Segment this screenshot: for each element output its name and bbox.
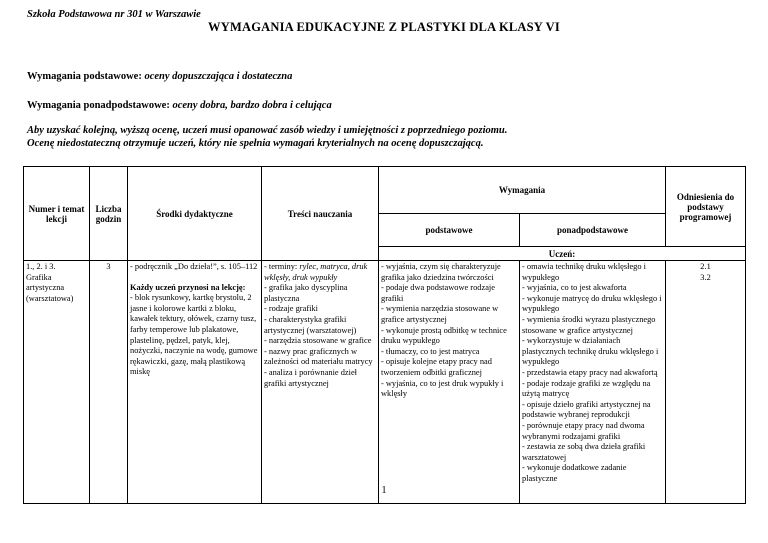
cell-content: [262, 261, 379, 504]
content-topics: - grafika jako dyscyplina plastyczna - rodzaje grafiki - charakterystyka grafiki artystycznej (warsztatowej) - narzędzia stosowane w grafice - nazwy prac graficznych w zależności od materiału matrycy - analiza i porównanie dzieł grafiki artystycznej: [264, 283, 373, 388]
requirements-table: [23, 166, 746, 504]
page-title: WYMAGANIA EDUKACYJNE Z PLASTYKI DLA KLASY VI: [208, 20, 560, 34]
grading-note-line-1: Aby uzyskać kolejną, wyższą ocenę, uczeń musi opanować zasób wiedzy i umiejętności z poprzedniego poziomu.: [27, 125, 508, 136]
basic-requirements-line: [27, 71, 292, 82]
cell-basic-requirements: - wyjaśnia, czym się charakteryzuje grafika jako dziedzina twórczości - podaje dwa podstawowe rodzaje grafiki - wymienia narzędzia stosowane w grafice artystycznej - wykonuje prostą odbitkę w technice druku wypukłego - tłumaczy, co to jest matryca - opisuje kolejne etapy pracy nad tworzeniem odbitki graficznej - wyjaśnia, co to jest druk wypukły i wklęsły: [379, 261, 520, 504]
header-basic: podstawowe: [379, 214, 520, 247]
header-content: Treści nauczania: [262, 167, 379, 261]
header-extended: ponadpodstawowe: [520, 214, 666, 247]
grading-note-line-2: Ocenę niedostateczną otrzymuje uczeń, który nie spełnia wymagań kryterialnych na ocenę dopuszczającą.: [27, 138, 484, 149]
header-lesson: Numer i temat lekcji: [24, 167, 90, 261]
extended-requirements-label: Wymagania ponadpodstawowe:: [27, 100, 170, 111]
lesson-title: Grafika artystyczna (warsztatowa): [26, 272, 74, 303]
cell-extended-requirements: - omawia technikę druku wklęsłego i wypukłego - wyjaśnia, co to jest akwaforta - wykonuje matrycę do druku wklęsłego i wypukłego - wymienia środki wyrazu plastycznego stosowane w grafice artystycznej - wykorzystuje w działaniach plastycznych technikę druku wklęsłego i wypukłego - przedstawia etapy pracy nad akwafortą - podaje rodzaje grafiki ze względu na użytą matrycę - opisuje dzieło grafiki artystycznej na podstawie wybranej reprodukcji - porównuje etapy pracy nad dwoma wybranymi rodzajami grafiki - zestawia ze sobą dwa dzieła grafiki warsztatowej - wykonuje dodatkowe zadanie plastyczne: [520, 261, 666, 504]
basic-requirements-value: oceny dopuszczająca i dostateczna: [144, 71, 293, 82]
header-student: Uczeń:: [379, 247, 746, 261]
basic-requirements-label: Wymagania podstawowe:: [27, 71, 142, 82]
extended-requirements-value: oceny dobra, bardzo dobra i celująca: [172, 100, 332, 111]
content-terms: [264, 262, 376, 283]
header-means: Środki dydaktyczne: [128, 167, 262, 261]
cell-means: [128, 261, 262, 504]
content-terms-prefix: - terminy:: [264, 262, 300, 271]
grading-note: [27, 124, 507, 150]
header-hours: Liczba godzin: [90, 167, 128, 261]
header-refs: Odniesienia do podstawy programowej: [666, 167, 746, 247]
cell-refs: 2.1 3.2: [666, 261, 746, 504]
page-number: 1: [381, 485, 387, 496]
means-materials: - blok rysunkowy, kartkę brystolu, 2 jasne i kolorowe kartki z bloku, kawałek tektury, ołówek, czarny tusz, farby temperowe lub plakatowe, plastelinę, pędzel, patyk, klej, nożyczki, naczynie na wodę, gumowe rękawiczki, gazę, małą plastikową miskę: [130, 293, 258, 377]
school-name: Szkoła Podstawowa nr 301 w Warszawie: [27, 9, 201, 20]
lesson-number: 1., 2. i 3.: [26, 262, 56, 271]
extended-requirements-line: [27, 100, 332, 111]
cell-lesson: [24, 261, 90, 504]
cell-hours: 3: [90, 261, 128, 504]
content-terms-list: rylec, matryca, druk wklęsły, druk wypukły: [264, 262, 368, 282]
means-bring-heading: Każdy uczeń przynosi na lekcję:: [130, 282, 246, 292]
header-requirements: Wymagania: [379, 167, 666, 214]
means-textbook: - podręcznik „Do dzieła!”, s. 105–112: [130, 262, 258, 271]
